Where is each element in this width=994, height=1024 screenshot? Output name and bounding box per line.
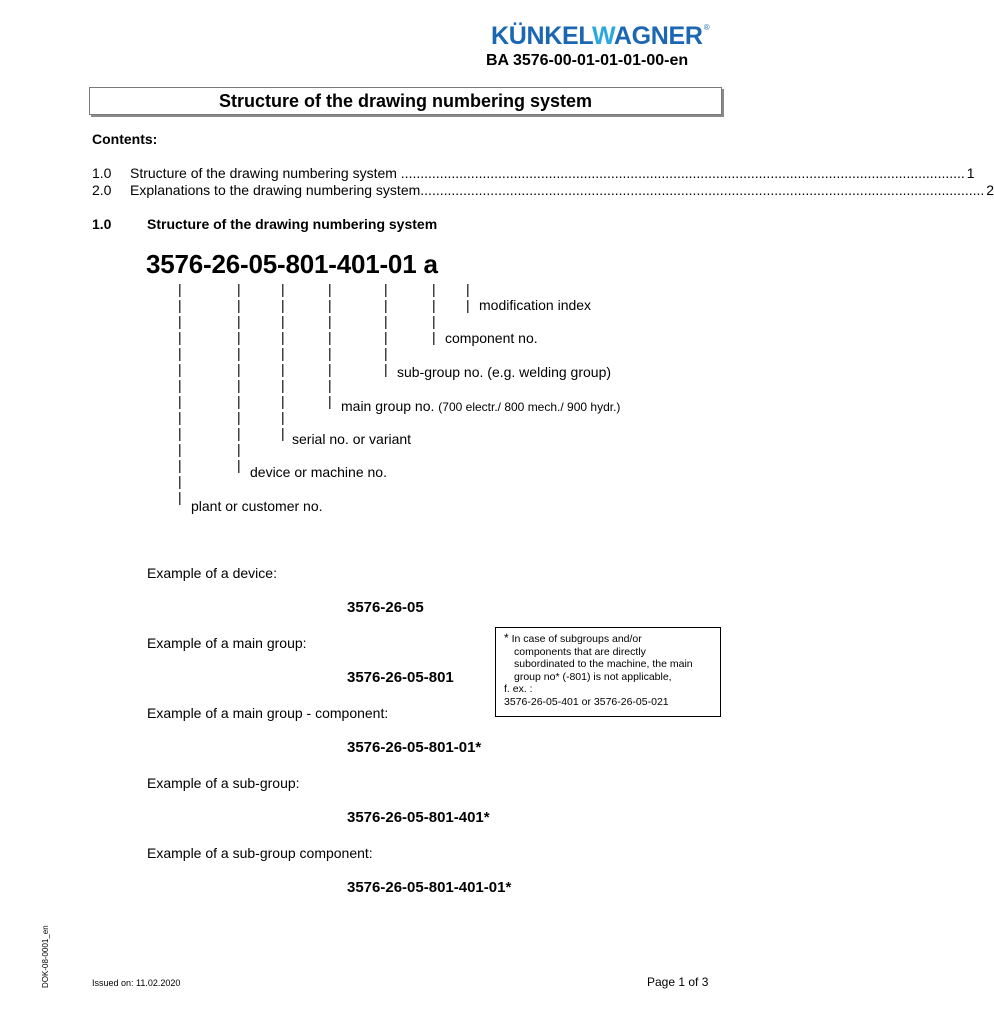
note-asterisk: * — [504, 631, 509, 645]
company-logo — [491, 22, 709, 51]
note-line-1: * In case of subgroups and/or — [504, 631, 642, 645]
drawing-number-example: 3576-26-05-801-401-01 a — [146, 249, 438, 279]
footnote-box — [495, 627, 721, 717]
example-value-sub-group-component: 3576-26-05-801-401-01* — [347, 879, 512, 896]
example-value-main-group-component: 3576-26-05-801-01* — [347, 739, 482, 756]
toc-entry-title: Explanations to the drawing numbering system — [130, 182, 421, 198]
logo-text-2: W — [591, 22, 614, 50]
label-plant-no: plant or customer no. — [191, 498, 323, 514]
label-modification-index: modification index — [479, 297, 592, 313]
registered-mark: ® — [703, 23, 710, 32]
note-line-3: subordinated to the machine, the main — [514, 658, 693, 670]
toc-entry-title: Structure of the drawing numbering system — [130, 165, 397, 181]
example-label-sub-group-component: Example of a sub-group component: — [147, 845, 373, 861]
label-maingroup-no — [341, 398, 620, 415]
document-number: BA 3576-00-01-01-01-00-en — [486, 52, 689, 69]
page-number: Page 1 of 3 — [647, 975, 709, 989]
connector-line-plant: | | | | | | | | | | | | | | — [178, 281, 182, 505]
logo-text-3: AGNER — [613, 22, 703, 50]
note-line-4: group no* (-801) is not applicable, — [514, 670, 672, 683]
connector-line-modification: | | — [466, 281, 470, 313]
issued-date: Issued on: 11.02.2020 — [92, 978, 181, 988]
note-line-6: 3576-26-05-401 or 3576-26-05-021 — [504, 695, 669, 708]
note-line-2: components that are directly — [514, 645, 646, 658]
label-maingroup-note: (700 electr./ 800 mech./ 900 hydr.) — [438, 400, 621, 414]
toc-entry-page: 2 — [986, 182, 994, 198]
label-maingroup-text: main group no. — [341, 398, 435, 414]
toc-entry[interactable] — [92, 182, 994, 198]
toc-entry-page: 1 — [966, 165, 975, 181]
connector-line-maingroup: | | | | | | | | — [328, 281, 332, 409]
logo-text-1: KÜNKEL — [491, 22, 592, 50]
section-title: Structure of the drawing numbering system — [147, 216, 438, 232]
example-value-sub-group: 3576-26-05-801-401* — [347, 809, 490, 826]
example-label-sub-group: Example of a sub-group: — [147, 775, 300, 791]
document-side-code: DOK-08-0001_en — [41, 925, 50, 988]
toc-dot-leader: ................................................................................................................................................. — [396, 165, 965, 181]
label-serial-no: serial no. or variant — [292, 431, 412, 447]
toc-dot-leader: ................................................................................................................................................. — [420, 182, 985, 198]
note-line-5: f. ex. : — [504, 683, 533, 695]
contents-heading: Contents: — [92, 131, 158, 147]
example-value-device: 3576-26-05 — [347, 599, 424, 616]
example-value-main-group: 3576-26-05-801 — [347, 669, 454, 686]
page-title: Structure of the drawing numbering system — [218, 90, 593, 111]
connector-line-serial: | | | | | | | | | | — [281, 281, 285, 441]
section-number: 1.0 — [92, 216, 112, 232]
connector-line-component: | | | | — [432, 281, 436, 345]
toc-entry-number: 2.0 — [92, 182, 112, 198]
label-component-no: component no. — [445, 330, 538, 346]
label-subgroup-no: sub-group no. (e.g. welding group) — [397, 364, 612, 380]
label-device-no: device or machine no. — [250, 464, 387, 480]
toc-entry-number: 1.0 — [92, 165, 112, 181]
example-label-main-group: Example of a main group: — [147, 635, 307, 651]
connector-line-subgroup: | | | | | | — [384, 281, 388, 377]
toc-entry[interactable] — [92, 165, 975, 181]
connector-line-device: | | | | | | | | | | | | — [237, 281, 241, 473]
example-label-device: Example of a device: — [147, 565, 277, 581]
page-title-box — [89, 87, 722, 115]
example-label-main-group-component: Example of a main group - component: — [147, 705, 389, 721]
